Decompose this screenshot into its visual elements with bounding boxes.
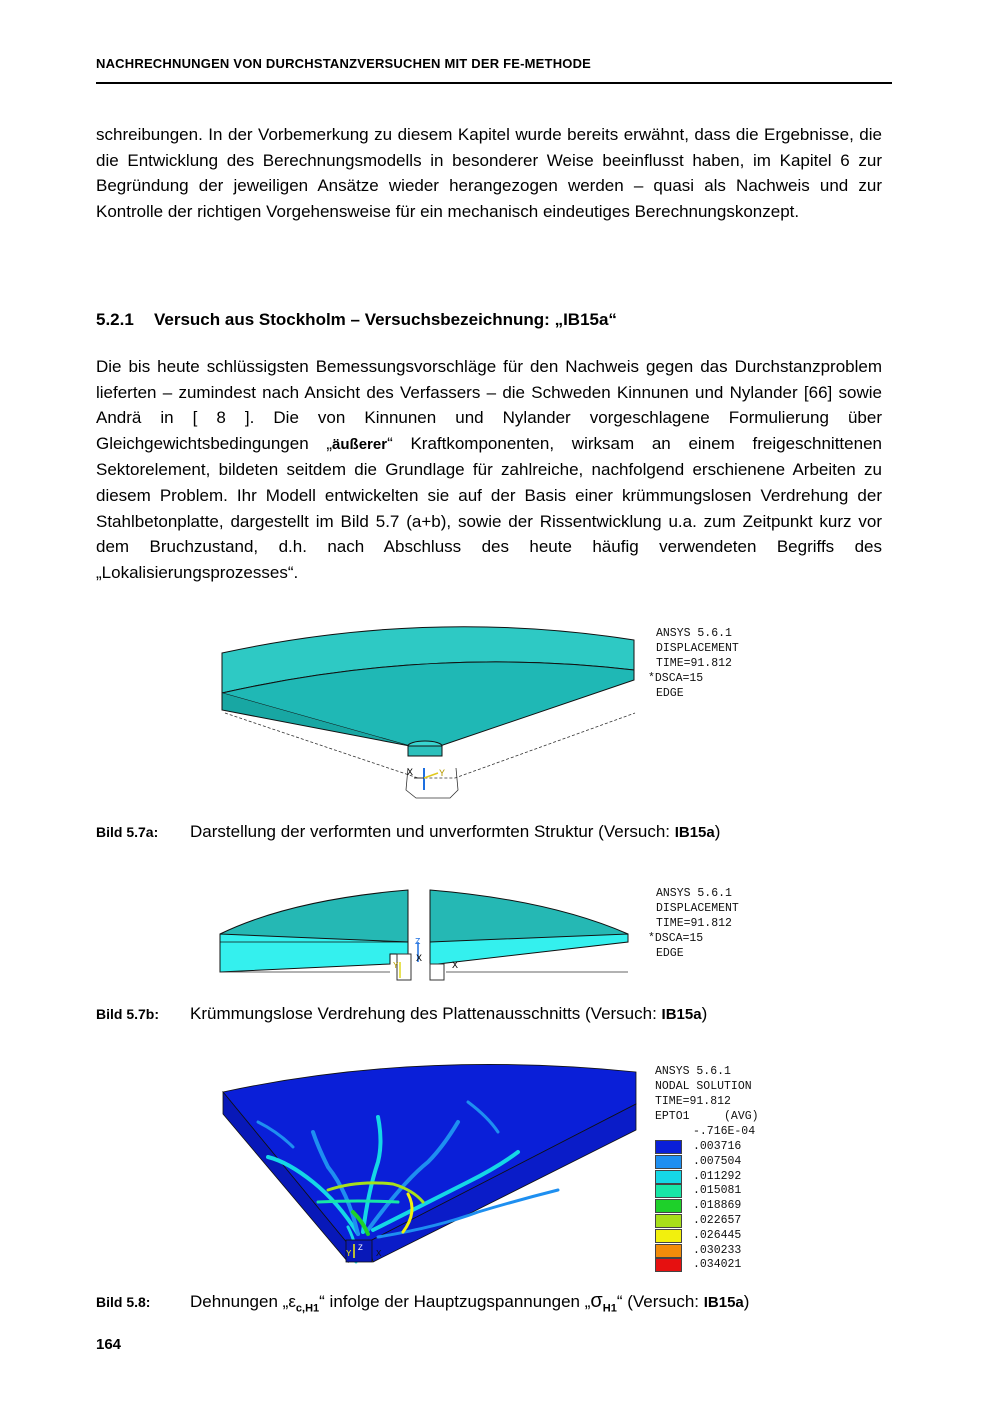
figure-5-7b-info	[648, 886, 739, 961]
running-header: NACHRECHNUNGEN VON DURCHSTANZVERSUCHEN MIT DER FE-METHODE	[96, 56, 592, 71]
caption-end: )	[714, 822, 721, 841]
legend-swatch	[655, 1170, 682, 1184]
legend-value: .007504	[693, 1154, 742, 1168]
axis-y-line	[424, 773, 438, 778]
caption-5-8	[96, 1290, 749, 1314]
axis-x1-label: X	[416, 954, 423, 965]
intro-paragraph: schreibungen. In der Vorbemerkung zu diesem Kapitel wurde bereits erwähnt, dass die Ergebnisse, die die Entwicklung des Berechnungsmodells in besonderer Weise beeinflusst haben, im Kapitel 6 zur Begründung der jeweiligen Ansätze wieder herangezogen werden – quasi als Nachweis und zur Kontrolle der richtigen Vorgehensweise für ein mechanisch eindeutiges Berechnungskonzept.	[96, 125, 882, 221]
legend-swatch	[655, 1258, 682, 1272]
legend-swatch	[655, 1244, 682, 1258]
axis-y-label: Y	[346, 1249, 352, 1259]
info-line: DISPLACEMENT	[656, 902, 739, 915]
figure-5-7a-plot	[210, 618, 650, 803]
figure-5-7a-info	[648, 626, 739, 701]
caption-5-7a	[96, 822, 720, 842]
column-stub	[408, 746, 442, 756]
axis-y-label: Y	[393, 961, 399, 971]
page-number: 164	[96, 1336, 122, 1353]
info-line: TIME=91.812	[655, 1095, 731, 1108]
legend-swatch	[655, 1140, 682, 1154]
caption-sub-1: c,H1	[295, 1302, 320, 1315]
axis-x2-label: X	[452, 961, 459, 972]
legend-swatch	[655, 1184, 682, 1198]
body-text-2: “ Kraftkomponenten, wirksam an einem freigeschnittenen Sektorelement, bildeten seitdem die Grundlage für zahlreiche, nachfolgend erschienene Arbeiten zu diesem Problem. Ihr Modell entwickelten sie auf der Basis einer krümmungslosen Verdrehung der Stahlbetonplatte, dargestellt im Bild 5.7 (a+b), sowie der Rissentwicklung u.a. zum Zeitpunkt kurz vor dem Bruchzustand, d.h. nach Abschluss des heute häufig verwendeten Begriffs des „Lokalisierungsprozesses“.	[96, 433, 882, 582]
axis-z-label: Z	[415, 937, 421, 947]
section-number: 5.2.1	[96, 310, 134, 329]
info-line: TIME=91.812	[656, 917, 732, 930]
caption-end: )	[701, 1004, 708, 1023]
caption-tag: IB15a	[661, 1006, 702, 1023]
caption-label: Bild 5.8:	[96, 1294, 151, 1310]
caption-text: Darstellung der verformten und unverformten Struktur (Versuch:	[190, 822, 675, 841]
caption-text-2: “ infolge der Hauptzugspannungen „	[319, 1292, 591, 1311]
legend-swatch	[655, 1199, 682, 1213]
legend-value: .034021	[693, 1258, 742, 1272]
info-line: ANSYS 5.6.1	[656, 887, 732, 900]
axis-z-label: Z	[358, 1244, 363, 1253]
legend-value: .018869	[693, 1199, 742, 1213]
legend-value: .022657	[693, 1214, 742, 1227]
info-line: TIME=91.812	[656, 657, 732, 670]
legend-swatch	[655, 1229, 682, 1243]
caption-sub-2: H1	[602, 1302, 617, 1315]
header-rule	[96, 82, 892, 84]
body-paragraph	[96, 354, 882, 585]
undeformed-column	[406, 768, 458, 798]
caption-label: Bild 5.7a:	[96, 824, 159, 840]
legend-swatch	[655, 1155, 682, 1169]
caption-sigma: σ	[590, 1290, 603, 1312]
info-line: *DSCA=15	[648, 672, 704, 685]
caption-tag: IB15a	[674, 824, 715, 841]
axis-x-label: X	[407, 768, 414, 779]
caption-label: Bild 5.7b:	[96, 1006, 160, 1022]
axis-x-label: X	[376, 1249, 382, 1259]
right-column	[430, 964, 444, 980]
legend-value: .011292	[693, 1169, 742, 1183]
axis-y-label: Y	[439, 769, 446, 780]
left-column	[397, 954, 411, 980]
info-line: EDGE	[656, 947, 684, 960]
legend-swatch	[655, 1214, 682, 1228]
caption-5-7b	[96, 1004, 707, 1024]
body-bold-word: äußerer	[332, 435, 388, 453]
legend-value: .026445	[693, 1228, 742, 1242]
legend-value: .003716	[693, 1140, 742, 1153]
caption-epsilon: ε	[288, 1292, 296, 1311]
info-line: EPTO1 (AVG)	[655, 1110, 759, 1123]
legend-rows	[655, 1139, 855, 1279]
info-line: EDGE	[656, 687, 684, 700]
info-line: DISPLACEMENT	[656, 642, 739, 655]
figure-5-7b-plot	[210, 882, 650, 982]
figure-5-8-plot	[218, 1062, 638, 1272]
section-title: Versuch aus Stockholm – Versuchsbezeichnung: „IB15a“	[154, 310, 617, 329]
caption-text-3: “ (Versuch:	[616, 1292, 704, 1311]
caption-text: Krümmungslose Verdrehung des Plattenausschnitts (Versuch:	[190, 1004, 662, 1023]
legend-value: .030233	[693, 1243, 742, 1257]
legend-min: -.716E-04	[693, 1125, 756, 1138]
section-heading	[96, 310, 617, 330]
caption-text-1: Dehnungen „	[190, 1292, 289, 1311]
figure-5-8-legend	[655, 1064, 855, 1276]
caption-tag: IB15a	[703, 1294, 744, 1311]
info-line: NODAL SOLUTION	[655, 1080, 752, 1093]
info-line: ANSYS 5.6.1	[655, 1065, 731, 1078]
body-text-1: Die bis heute schlüssigsten Bemessungsvorschläge für den Nachweis gegen das Durchstanzproblem lieferten – zumindest nach Ansicht des Verfassers – die Schweden Kinnunen und Nylander [66] sowie Andrä in [ 8 ]. Die von Kinnunen und Nylander vorgeschlagene Formulierung über Gleichgewichtsbedingungen „	[96, 357, 882, 453]
caption-end: )	[743, 1292, 750, 1311]
info-line: ANSYS 5.6.1	[656, 627, 732, 640]
legend-value: .015081	[693, 1184, 742, 1198]
left-half-top	[220, 890, 408, 942]
right-half-top	[430, 890, 628, 942]
info-line: *DSCA=15	[648, 932, 704, 945]
